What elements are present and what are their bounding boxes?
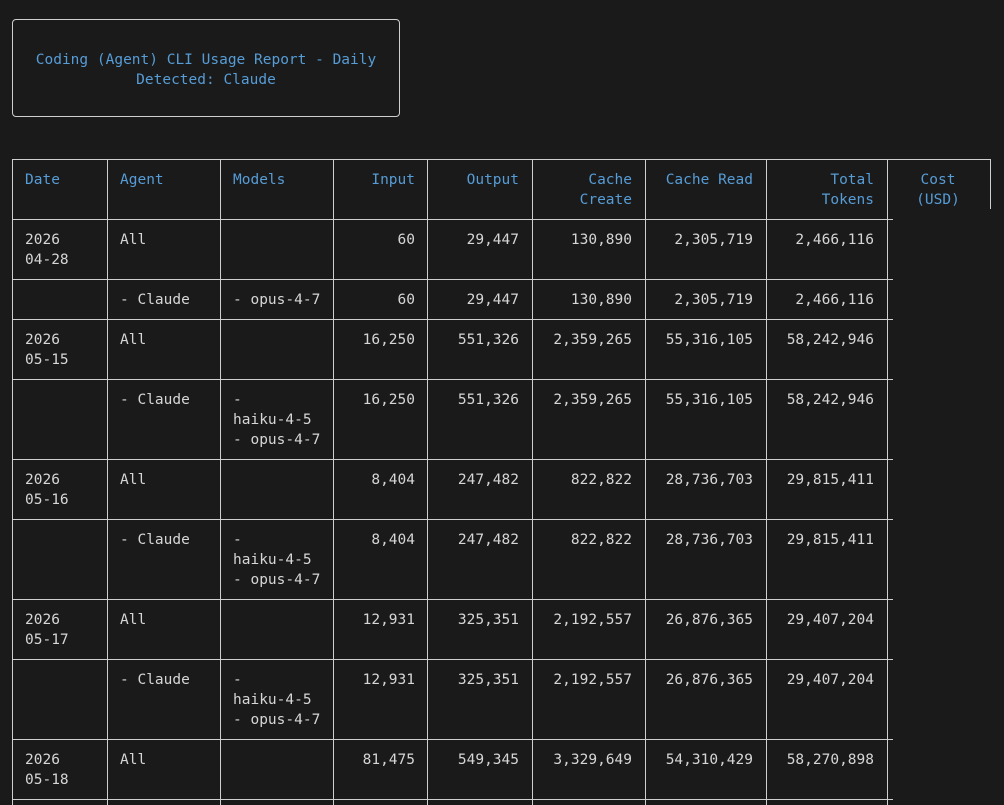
- cell-total-tokens: 29,815,411: [786, 532, 874, 548]
- header-models: Models: [233, 172, 286, 188]
- cell-date: 05-17: [25, 632, 69, 648]
- header-cache-create: Cache: [588, 172, 632, 188]
- cell-output: 29,447: [466, 232, 519, 248]
- column-border: [532, 159, 533, 805]
- cell-input: 60: [397, 292, 415, 308]
- column-border: [645, 159, 646, 805]
- cell-input: 8,404: [371, 472, 415, 488]
- cell-model: - opus-4-7: [233, 432, 321, 448]
- cell-cache-read: 55,316,105: [665, 332, 753, 348]
- cell-date: 2026: [25, 612, 60, 628]
- cell-input: 81,475: [362, 752, 415, 768]
- cell-model: - opus-4-7: [233, 292, 321, 308]
- cell-output: 325,351: [457, 672, 519, 688]
- row-border: [12, 219, 893, 220]
- cell-agent: All: [120, 752, 147, 768]
- cell-input: 12,931: [362, 612, 415, 628]
- header-cache-read: Cache Read: [665, 172, 753, 188]
- cell-cache-read: 28,736,703: [665, 472, 753, 488]
- cell-cache-create: 130,890: [570, 292, 632, 308]
- row-border: [12, 799, 893, 800]
- cell-date: 2026: [25, 752, 60, 768]
- cell-input: 8,404: [371, 532, 415, 548]
- detected-agent: Detected: Claude: [136, 72, 276, 88]
- row-border: [12, 379, 893, 380]
- cell-model: haiku-4-5: [233, 552, 312, 568]
- column-border: [887, 159, 888, 805]
- cell-cache-create: 2,359,265: [553, 392, 632, 408]
- cell-output: 247,482: [457, 532, 519, 548]
- row-border: [12, 459, 893, 460]
- header-total-tokens: Total: [830, 172, 874, 188]
- cell-model: haiku-4-5: [233, 412, 312, 428]
- header-cost: (USD): [916, 192, 960, 208]
- cell-date: 2026: [25, 472, 60, 488]
- column-border: [990, 159, 991, 209]
- header-cost: Cost: [920, 172, 956, 188]
- cell-cache-create: 822,822: [570, 532, 632, 548]
- cell-total-tokens: 2,466,116: [795, 292, 874, 308]
- cell-cache-create: 2,359,265: [553, 332, 632, 348]
- cell-model: -: [233, 532, 242, 548]
- cell-cache-create: 130,890: [570, 232, 632, 248]
- cell-output: 551,326: [457, 332, 519, 348]
- column-border: [107, 159, 108, 805]
- cell-cache-create: 3,329,649: [553, 752, 632, 768]
- cell-total-tokens: 29,407,204: [786, 612, 874, 628]
- cell-date: 05-16: [25, 492, 69, 508]
- header-total-tokens: Tokens: [821, 192, 874, 208]
- cell-date: 2026: [25, 332, 60, 348]
- cell-date: 04-28: [25, 252, 69, 268]
- cell-date: 2026: [25, 232, 60, 248]
- row-border: [12, 519, 893, 520]
- row-border: [12, 739, 893, 740]
- report-title: Coding (Agent) CLI Usage Report - Daily: [35, 52, 377, 68]
- cell-output: 549,345: [457, 752, 519, 768]
- header-input: Input: [371, 172, 415, 188]
- cell-input: 12,931: [362, 672, 415, 688]
- cell-cache-read: 28,736,703: [665, 532, 753, 548]
- cell-total-tokens: 58,242,946: [786, 392, 874, 408]
- row-border: [12, 159, 990, 160]
- cell-cache-create: 822,822: [570, 472, 632, 488]
- column-border: [220, 159, 221, 805]
- cell-total-tokens: 58,242,946: [786, 332, 874, 348]
- cell-input: 16,250: [362, 392, 415, 408]
- cell-cache-read: 2,305,719: [674, 232, 753, 248]
- column-border: [766, 159, 767, 805]
- row-border: [12, 599, 893, 600]
- header-cache-create: Create: [579, 192, 632, 208]
- cell-model: - opus-4-7: [233, 712, 321, 728]
- column-border: [427, 159, 428, 805]
- header-output: Output: [466, 172, 519, 188]
- cell-cache-create: 2,192,557: [553, 612, 632, 628]
- cell-total-tokens: 29,815,411: [786, 472, 874, 488]
- cell-model: - opus-4-7: [233, 572, 321, 588]
- cell-output: 29,447: [466, 292, 519, 308]
- cell-input: 16,250: [362, 332, 415, 348]
- row-border: [12, 659, 893, 660]
- cell-agent: - Claude: [120, 392, 190, 408]
- header-date: Date: [25, 172, 60, 188]
- cell-model: -: [233, 672, 242, 688]
- cell-agent: - Claude: [120, 292, 190, 308]
- column-border: [333, 159, 334, 805]
- cell-output: 325,351: [457, 612, 519, 628]
- cell-total-tokens: 58,270,898: [786, 752, 874, 768]
- cell-agent: - Claude: [120, 532, 190, 548]
- cell-date: 05-15: [25, 352, 69, 368]
- cell-cache-read: 26,876,365: [665, 672, 753, 688]
- cell-agent: All: [120, 612, 147, 628]
- cell-agent: All: [120, 332, 147, 348]
- cell-total-tokens: 2,466,116: [795, 232, 874, 248]
- cell-cache-read: 26,876,365: [665, 612, 753, 628]
- cell-agent: All: [120, 472, 147, 488]
- row-border: [12, 279, 893, 280]
- cell-cache-read: 2,305,719: [674, 292, 753, 308]
- cell-model: -: [233, 392, 242, 408]
- cell-input: 60: [397, 232, 415, 248]
- cell-cache-read: 55,316,105: [665, 392, 753, 408]
- row-border: [12, 319, 893, 320]
- header-agent: Agent: [120, 172, 164, 188]
- column-border: [12, 159, 13, 805]
- cell-cache-create: 2,192,557: [553, 672, 632, 688]
- cell-model: haiku-4-5: [233, 692, 312, 708]
- cell-agent: - Claude: [120, 672, 190, 688]
- cell-agent: All: [120, 232, 147, 248]
- cell-cache-read: 54,310,429: [665, 752, 753, 768]
- cell-date: 05-18: [25, 772, 69, 788]
- cell-total-tokens: 29,407,204: [786, 672, 874, 688]
- cell-output: 551,326: [457, 392, 519, 408]
- cell-output: 247,482: [457, 472, 519, 488]
